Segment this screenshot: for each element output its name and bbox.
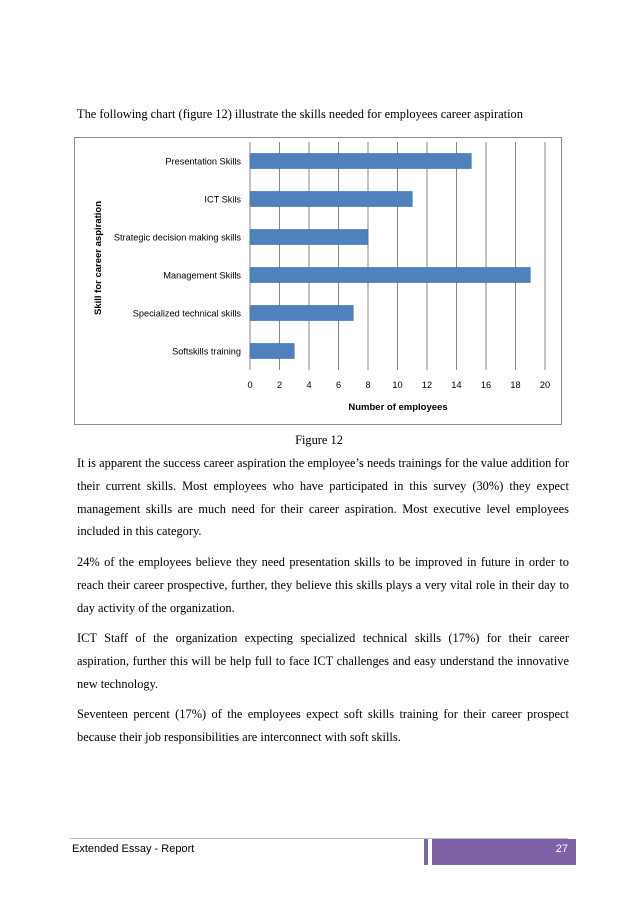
paragraph-2: 24% of the employees believe they need presentation skills to be improved in future in order to reach their career prospective, further, they believe this skills plays a very vital role in their day to day activity of the organization. [77, 555, 569, 615]
category-label-4: Specialized technical skills [132, 308, 241, 319]
y-axis-title: Skill for career aspiration [93, 200, 104, 316]
footer-accent-block [432, 839, 576, 865]
paragraph-3: ICT Staff of the organization expecting specialized technical skills (17%) for their career aspiration, further this will be help full to face ICT challenges and easy understand the innovative new technology. [77, 631, 569, 691]
paragraph-1: It is apparent the success career aspiration the employee’s needs trainings for the value addition for their current skills. Most employees who have participated in this survey (30%) they expect management skills are much need for their career aspiration. Most executive level employees included in this category. [77, 456, 569, 539]
category-label-3: Management Skills [163, 270, 241, 281]
x-tick-label-10: 20 [539, 380, 551, 390]
x-axis-title: Number of employees [348, 402, 448, 413]
x-tick-label-4: 8 [365, 380, 371, 390]
bar-3 [250, 268, 530, 283]
category-label-1: ICT Skils [204, 194, 241, 205]
footer-title: Extended Essay - Report [72, 843, 195, 855]
category-label-0: Presentation Skills [165, 156, 241, 167]
x-tick-label-8: 16 [480, 380, 492, 390]
footer-accent-stripe [424, 839, 428, 865]
bar-0 [250, 154, 471, 169]
bar-5 [250, 344, 294, 359]
category-label-5: Softskills training [172, 346, 241, 357]
intro-sentence: The following chart (figure 12) illustrate the skills needed for employees career aspiration [77, 107, 523, 121]
bar-2 [250, 230, 368, 245]
x-tick-label-7: 14 [451, 380, 462, 390]
bar-chart-svg [75, 138, 561, 424]
figure-caption: Figure 12 [295, 433, 343, 447]
page-number: 27 [555, 843, 568, 855]
x-tick-label-0: 0 [247, 380, 253, 390]
bar-4 [250, 306, 353, 321]
bar-1 [250, 192, 412, 207]
x-tick-label-6: 12 [421, 380, 433, 390]
category-label-2: Strategic decision making skills [113, 232, 241, 243]
bar-chart [74, 137, 562, 425]
paragraph-4: Seventeen percent (17%) of the employees expect soft skills training for their career prospect because their job responsibilities are interconnect with soft skills. [77, 707, 569, 744]
x-tick-label-1: 2 [276, 380, 283, 390]
x-tick-label-5: 10 [392, 380, 403, 390]
x-tick-label-9: 18 [510, 380, 521, 390]
x-tick-label-3: 6 [335, 380, 342, 390]
x-tick-label-2: 4 [306, 380, 312, 390]
